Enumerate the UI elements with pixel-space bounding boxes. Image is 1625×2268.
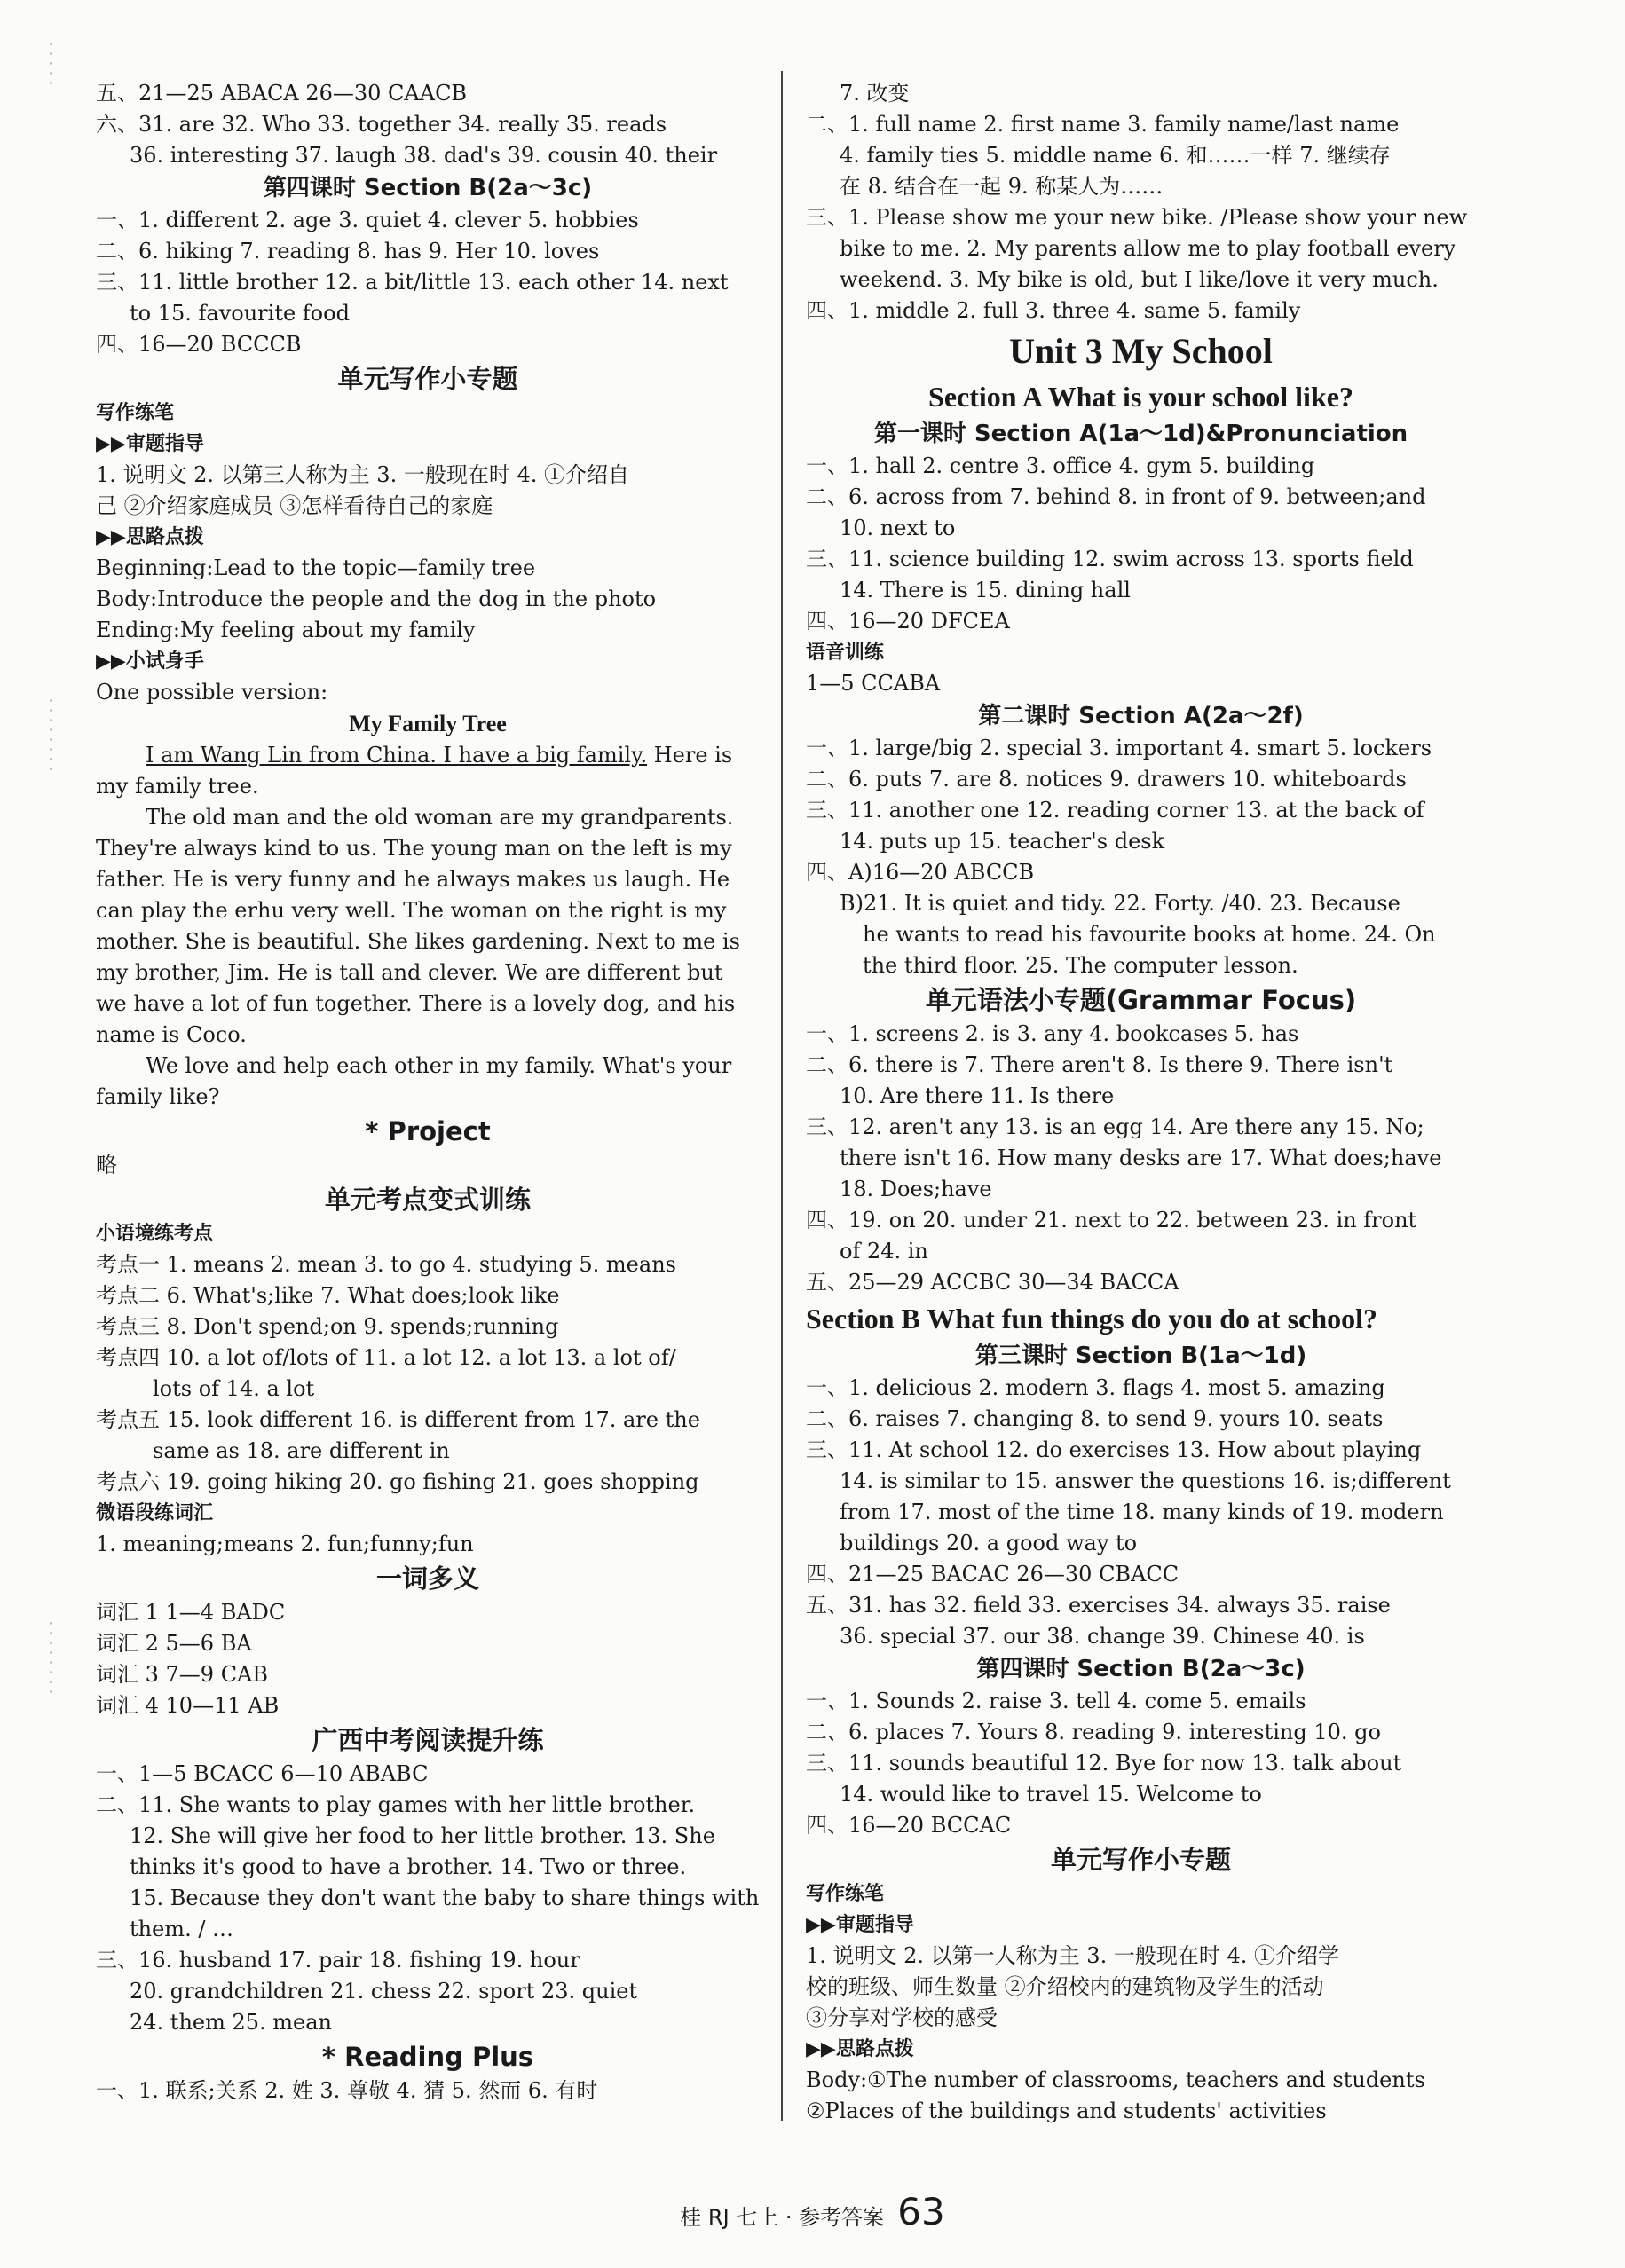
- answer-line: weekend. 3. My bike is old, but I like/love it very much.: [840, 267, 1439, 292]
- answer-line: 二、6. hiking 7. reading 8. has 9. Her 10. loves: [96, 239, 600, 264]
- answer-line: 一、1. screens 2. is 3. any 4. bookcases 5. has: [806, 1021, 1299, 1046]
- section-heading: * Project: [365, 1116, 491, 1146]
- answer-line: 三、11. little brother 12. a bit/little 13. each other 14. next: [96, 270, 729, 295]
- answer-line: Beginning:Lead to the topic—family tree: [96, 555, 536, 580]
- section-label: ▶▶审题指导: [806, 1914, 914, 1936]
- answer-line: 己 ②介绍家庭成员 ③怎样看待自己的家庭: [96, 493, 493, 518]
- answer-line: 二、1. full name 2. first name 3. family name/last name: [806, 112, 1400, 137]
- essay: [96, 708, 760, 1113]
- answer-line: lots of 14. a lot: [153, 1376, 315, 1401]
- answer-line: 14. is similar to 15. answer the questions 16. is;different: [840, 1469, 1451, 1493]
- answer-line: 14. There is 15. dining hall: [840, 578, 1131, 602]
- section-heading: 广西中考阅读提升练: [312, 1725, 544, 1755]
- answer-line: 三、1. Please show me your new bike. /Please show your new: [806, 205, 1468, 230]
- answer-line: 一、1. 联系;关系 2. 姓 3. 尊敬 4. 猜 5. 然而 6. 有时: [96, 2078, 598, 2103]
- answer-line: 六、31. are 32. Who 33. together 34. really 35. reads: [96, 112, 667, 137]
- answer-line: 考点一 1. means 2. mean 3. to go 4. studying 5. means: [96, 1252, 676, 1277]
- answer-line: 略: [96, 1153, 117, 1177]
- answer-line: 二、6. puts 7. are 8. notices 9. drawers 10. whiteboards: [806, 767, 1407, 791]
- answer-line: 考点四 10. a lot of/lots of 11. a lot 12. a lot 13. a lot of/: [96, 1345, 676, 1370]
- essay-body: [96, 740, 760, 1113]
- section-heading: Section A What is your school like?: [928, 381, 1353, 413]
- answer-line: 20. grandchildren 21. chess 22. sport 23. quiet: [130, 1979, 638, 2004]
- section-label: 语音训练: [806, 642, 885, 664]
- section-heading: 单元语法小专题(Grammar Focus): [925, 985, 1357, 1015]
- answer-line: 考点二 6. What's;like 7. What does;look like: [96, 1283, 560, 1308]
- margin-dots-top: [46, 35, 57, 84]
- answer-line: Ending:My feeling about my family: [96, 618, 476, 642]
- answer-line: 五、31. has 32. field 33. exercises 34. always 35. raise: [806, 1593, 1391, 1618]
- answer-line: 7. 改变: [840, 81, 910, 106]
- right-column-content: [806, 78, 1476, 2127]
- answer-line: 18. Does;have: [840, 1177, 992, 1201]
- answer-line: 词汇 3 7—9 CAB: [96, 1662, 269, 1687]
- answer-line: 五、21—25 ABACA 26—30 CAACB: [96, 81, 468, 106]
- answer-line: 一、1—5 BCACC 6—10 ABABC: [96, 1761, 429, 1786]
- section-heading: 第四课时 Section B(2a～3c): [263, 175, 593, 201]
- answer-line: 四、A)16—20 ABCCB: [806, 860, 1035, 885]
- answer-line: from 17. most of the time 18. many kinds of 19. modern: [840, 1500, 1444, 1524]
- answer-line: 三、11. At school 12. do exercises 13. How about playing: [806, 1437, 1422, 1462]
- section-heading: 单元考点变式训练: [324, 1185, 531, 1215]
- essay-first-sentence: I am Wang Lin from China. I have a big family.: [146, 743, 648, 768]
- answer-line: 四、19. on 20. under 21. next to 22. between 23. in front: [806, 1208, 1417, 1232]
- answer-line: 36. interesting 37. laugh 38. dad's 39. cousin 40. their: [130, 143, 718, 168]
- answer-line: 四、16—20 BCCAC: [806, 1813, 1012, 1838]
- answer-line: Body:①The number of classrooms, teachers and students: [806, 2067, 1425, 2092]
- answer-line: 4. family ties 5. middle name 6. 和……一样 7. 继续存: [840, 143, 1391, 168]
- answer-line: 考点五 15. look different 16. is different from 17. are the: [96, 1407, 700, 1432]
- answer-line: 14. would like to travel 15. Welcome to: [840, 1782, 1262, 1807]
- right-column: [806, 78, 1476, 2127]
- answer-line: 14. puts up 15. teacher's desk: [840, 829, 1165, 854]
- answer-line: 四、16—20 DFCEA: [806, 609, 1010, 634]
- section-heading: 第四课时 Section B(2a～3c): [976, 1656, 1306, 1682]
- answer-line: 词汇 2 5—6 BA: [96, 1631, 252, 1656]
- answer-line: ③分享对学校的感受: [806, 2005, 998, 2030]
- answer-line: 四、16—20 BCCCB: [96, 332, 302, 357]
- answer-line: 三、11. science building 12. swim across 13. sports field: [806, 547, 1414, 571]
- answer-line: to 15. favourite food: [130, 301, 350, 326]
- answer-line: 四、21—25 BACAC 26—30 CBACC: [806, 1562, 1179, 1587]
- essay-paragraph-3: We love and help each other in my family. What's your family like?: [96, 1053, 732, 1109]
- section-label: ▶▶思路点拨: [806, 2038, 914, 2060]
- answer-line: 四、1. middle 2. full 3. three 4. same 5. family: [806, 298, 1301, 323]
- answer-line: same as 18. are different in: [153, 1438, 450, 1463]
- left-column-top: [96, 78, 760, 708]
- page-footer: [0, 2190, 1625, 2233]
- section-heading: * Reading Plus: [321, 2042, 534, 2072]
- answer-line: 三、12. aren't any 13. is an egg 14. Are there any 15. No;: [806, 1114, 1424, 1139]
- section-heading: 第一课时 Section A(1a～1d)&Pronunciation: [873, 421, 1408, 447]
- essay-title: My Family Tree: [349, 711, 507, 736]
- section-heading: 第三课时 Section B(1a～1d): [974, 1343, 1307, 1369]
- answer-line: there isn't 16. How many desks are 17. What does;have: [840, 1146, 1442, 1170]
- section-heading: 第二课时 Section A(2a～2f): [978, 703, 1304, 729]
- left-column: [96, 78, 760, 2107]
- margin-dots-middle: [46, 692, 57, 770]
- answer-line: 校的班级、师生数量 ②介绍校内的建筑物及学生的活动: [806, 1974, 1324, 1999]
- answer-line: 考点六 19. going hiking 20. go fishing 21. goes shopping: [96, 1469, 699, 1494]
- answer-line: 三、11. sounds beautiful 12. Bye for now 13. talk about: [806, 1751, 1402, 1776]
- answer-line: he wants to read his favourite books at home. 24. On: [863, 922, 1436, 947]
- column-divider: [781, 71, 783, 2121]
- section-heading: 一词多义: [375, 1563, 479, 1594]
- answer-line: 在 8. 结合在一起 9. 称某人为……: [840, 174, 1164, 199]
- answer-line: 词汇 4 10—11 AB: [96, 1693, 280, 1718]
- section-label: 微语段练词汇: [96, 1502, 214, 1524]
- answer-line: 二、6. across from 7. behind 8. in front of 9. between;and: [806, 484, 1426, 509]
- answer-line: 三、11. another one 12. reading corner 13. at the back of: [806, 798, 1424, 823]
- answer-line: 三、16. husband 17. pair 18. fishing 19. hour: [96, 1948, 580, 1973]
- answer-line: 一、1. delicious 2. modern 3. flags 4. most 5. amazing: [806, 1375, 1385, 1400]
- answer-line: 词汇 1 1—4 BADC: [96, 1600, 286, 1625]
- answer-line: 36. special 37. our 38. change 39. Chinese 40. is: [840, 1624, 1365, 1649]
- answer-line: 12. She will give her food to her little brother. 13. She: [130, 1823, 715, 1848]
- section-heading: Section B What fun things do you do at school?: [806, 1303, 1377, 1335]
- essay-paragraph-2: The old man and the old woman are my grandparents. They're always kind to us. The young man on the left is my father. He is very funny and he always makes us laugh. He can play the erhu very well. The woman on the right is my mother. She is beautiful. She likes gardening. Next to me is my brother, Jim. He is tall and clever. We are different but we have a lot of fun together. There is a lovely dog, and his name is Coco.: [96, 805, 740, 1047]
- section-label: 小语境练考点: [96, 1223, 214, 1245]
- section-heading: 单元写作小专题: [1050, 1845, 1231, 1875]
- answer-line: One possible version:: [96, 680, 328, 705]
- answer-line: thinks it's good to have a brother. 14. Two or three.: [130, 1855, 687, 1879]
- answer-line: 1. 说明文 2. 以第一人称为主 3. 一般现在时 4. ①介绍学: [806, 1943, 1339, 1968]
- section-label: ▶▶小试身手: [96, 650, 204, 673]
- answer-line: B)21. It is quiet and tidy. 22. Forty. /40. 23. Because: [840, 891, 1400, 916]
- answer-line: Body:Introduce the people and the dog in the photo: [96, 587, 657, 611]
- answer-line: bike to me. 2. My parents allow me to play football every: [840, 236, 1456, 261]
- section-label: ▶▶审题指导: [96, 433, 204, 455]
- left-column-bottom: [96, 1113, 760, 2107]
- answer-line: them. / …: [130, 1917, 234, 1941]
- section-heading: Unit 3 My School: [1009, 331, 1273, 371]
- answer-line: 二、6. places 7. Yours 8. reading 9. interesting 10. go: [806, 1720, 1381, 1744]
- answer-line: 一、1. hall 2. centre 3. office 4. gym 5. building: [806, 453, 1315, 478]
- answer-line: 1. 说明文 2. 以第三人称为主 3. 一般现在时 4. ①介绍自: [96, 462, 629, 487]
- answer-line: 1. meaning;means 2. fun;funny;fun: [96, 1532, 474, 1556]
- answer-line: 1—5 CCABA: [806, 671, 941, 696]
- answer-line: 二、6. raises 7. changing 8. to send 9. yours 10. seats: [806, 1406, 1384, 1431]
- essay-first-rest: Here is my family tree.: [96, 743, 733, 799]
- answer-line: ②Places of the buildings and students' activities: [806, 2099, 1327, 2123]
- section-label: ▶▶思路点拨: [96, 526, 204, 548]
- answer-line: 二、11. She wants to play games with her little brother.: [96, 1792, 696, 1817]
- margin-dots-bottom: [46, 1615, 57, 1693]
- answer-line: 15. Because they don't want the baby to share things with: [130, 1886, 760, 1910]
- answer-line: of 24. in: [840, 1239, 928, 1264]
- answer-line: 10. next to: [840, 516, 956, 540]
- answer-line: 一、1. Sounds 2. raise 3. tell 4. come 5. emails: [806, 1689, 1306, 1713]
- answer-line: 二、6. there is 7. There aren't 8. Is there 9. There isn't: [806, 1052, 1393, 1077]
- page-number: 63: [897, 2190, 945, 2233]
- answer-line: 考点三 8. Don't spend;on 9. spends;running: [96, 1314, 559, 1339]
- section-label: 写作练笔: [96, 402, 175, 424]
- answer-line: 一、1. large/big 2. special 3. important 4. smart 5. lockers: [806, 736, 1432, 760]
- answer-line: buildings 20. a good way to: [840, 1531, 1138, 1555]
- footer-text: 桂 RJ 七上 · 参考答案: [680, 2205, 885, 2230]
- answer-line: 24. them 25. mean: [130, 2010, 333, 2035]
- answer-line: 一、1. different 2. age 3. quiet 4. clever 5. hobbies: [96, 208, 639, 232]
- section-heading: 单元写作小专题: [337, 364, 518, 394]
- answer-line: the third floor. 25. The computer lesson.: [863, 953, 1298, 978]
- section-label: 写作练笔: [806, 1883, 885, 1905]
- answer-line: 10. Are there 11. Is there: [840, 1083, 1115, 1108]
- answer-line: 五、25—29 ACCBC 30—34 BACCA: [806, 1270, 1179, 1295]
